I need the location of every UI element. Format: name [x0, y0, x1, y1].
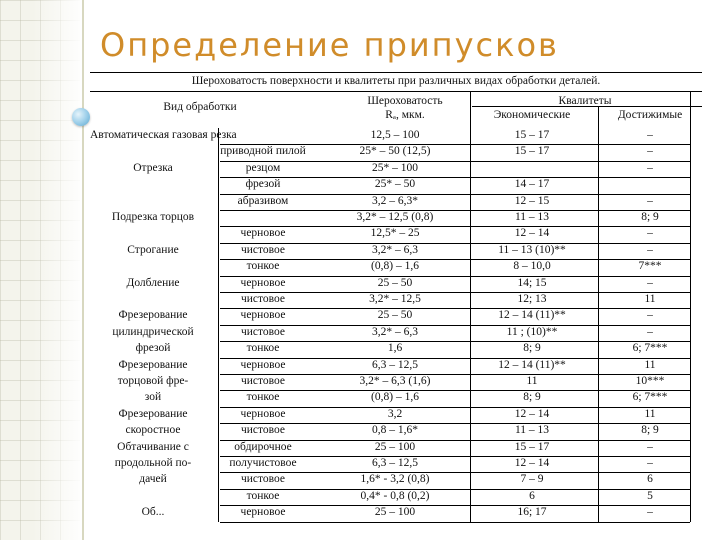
- cell-r: 6,3 – 12,5: [372, 358, 418, 371]
- cell-e: 11 – 13 (10)**: [498, 243, 566, 256]
- table-row: [90, 243, 702, 259]
- table-row: [90, 128, 702, 144]
- cell-r: 3,2 – 6,3*: [372, 194, 418, 207]
- cell-m: Об...: [141, 506, 165, 519]
- cell-r: 12,5 – 100: [370, 129, 420, 141]
- cell-r: 1,6* - 3,2 (0,8): [360, 473, 430, 486]
- cell-d: 10***: [635, 375, 665, 387]
- decorative-divider: [82, 0, 84, 540]
- cell-m: фрезой: [135, 342, 171, 355]
- table-row: [90, 440, 702, 456]
- cell-r: (0,8) – 1,6: [371, 391, 419, 404]
- qualities-rule: [472, 106, 702, 107]
- cell-d: 11: [644, 358, 656, 371]
- table-row: [90, 358, 702, 374]
- decorative-fade: [0, 0, 80, 540]
- cell-m: цилиндрической: [112, 325, 194, 338]
- cell-s: чистовое: [240, 424, 285, 437]
- cell-e: 14; 15: [517, 276, 547, 289]
- qualities-divider: [598, 106, 599, 128]
- cell-e: 11 – 13: [514, 211, 550, 223]
- cell-r: 3,2* – 6,3: [372, 325, 418, 338]
- cell-m: продольной по-: [114, 457, 192, 469]
- table-row: [90, 390, 702, 406]
- cell-s: тонкое: [246, 391, 280, 404]
- cell-d: –: [647, 129, 653, 141]
- column-divider: [598, 128, 599, 522]
- cell-m: Долбление: [126, 276, 180, 289]
- header-qualities: Квалитеты: [558, 95, 612, 107]
- cell-s: черновое: [240, 358, 286, 371]
- cell-d: 8; 9: [641, 424, 659, 437]
- cell-s: абразивом: [237, 194, 289, 207]
- cell-s: приводной пилой: [220, 145, 306, 158]
- header-vid: Вид обработки: [163, 101, 237, 113]
- header-rule: [90, 91, 702, 92]
- cell-s: черновое: [240, 227, 286, 240]
- cell-r: 0,8 – 1,6*: [372, 424, 418, 437]
- cell-r: 3,2* – 6,3: [372, 243, 418, 256]
- cell-d: 6: [647, 473, 653, 486]
- cell-r: 1,6: [387, 342, 403, 355]
- header-economic: Экономические: [493, 109, 571, 121]
- cell-m: Строгание: [127, 243, 179, 256]
- table-row: [90, 226, 702, 242]
- cell-e: 8 – 10,0: [513, 260, 551, 273]
- table-row: [90, 177, 702, 193]
- cell-e: 11: [526, 375, 538, 387]
- cell-m: зой: [144, 391, 162, 404]
- column-divider: [218, 128, 219, 522]
- cell-e: 11 ; (10)**: [506, 325, 558, 338]
- cell-d: –: [647, 440, 653, 453]
- bullet-icon: [72, 108, 90, 126]
- cell-e: 12 – 14: [514, 457, 550, 469]
- table-row: [90, 374, 702, 390]
- table-row: [90, 194, 702, 210]
- cell-r: 25* – 50 (12,5): [359, 145, 431, 158]
- column-divider: [470, 91, 471, 522]
- cell-e: 12 – 14: [514, 227, 550, 240]
- cell-s: чистовое: [240, 293, 285, 305]
- cell-d: 11: [644, 407, 656, 420]
- cell-e: 8; 9: [523, 342, 541, 355]
- cell-r: 3,2* – 6,3 (1,6): [359, 375, 431, 387]
- cell-e: 14 – 17: [514, 178, 550, 191]
- cell-d: –: [647, 457, 653, 469]
- row-rule: [220, 522, 690, 523]
- cell-s: обдирочное: [234, 440, 292, 453]
- cell-s: черновое: [240, 407, 286, 420]
- cell-d: 5: [647, 489, 653, 502]
- cell-d: –: [647, 145, 653, 158]
- cell-m: Отрезка: [133, 161, 173, 174]
- table-row: [90, 259, 702, 275]
- cell-d: 7***: [638, 260, 662, 273]
- cell-s: тонкое: [246, 489, 280, 502]
- cell-e: 6: [529, 489, 535, 502]
- table-row: [90, 489, 702, 505]
- cell-r: 25* – 100: [372, 161, 418, 174]
- cell-d: –: [647, 276, 653, 289]
- cell-r: 25 – 50: [377, 276, 413, 289]
- cell-d: 8; 9: [641, 211, 659, 223]
- cell-s: черновое: [240, 276, 286, 289]
- cell-s: фрезой: [245, 178, 281, 191]
- cell-r: 6,3 – 12,5: [372, 457, 418, 469]
- cell-e: 12 – 15: [514, 194, 550, 207]
- cell-s: чистовое: [240, 325, 285, 338]
- cell-m: Фрезерование: [118, 309, 188, 322]
- table-row: [90, 505, 702, 521]
- table-row: [90, 144, 702, 160]
- cell-e: 8; 9: [523, 391, 541, 404]
- cell-d: –: [647, 194, 653, 207]
- table-row: [90, 325, 702, 341]
- cell-r: 3,2* – 12,5: [369, 293, 421, 305]
- cell-s: тонкое: [246, 260, 280, 273]
- cell-r: 3,2: [387, 407, 403, 420]
- cell-r: 3,2* – 12,5 (0,8): [356, 211, 434, 223]
- table-caption: Шероховатость поверхности и квалитеты при различных видах обработки деталей.: [191, 75, 601, 87]
- cell-e: 16; 17: [517, 506, 547, 519]
- table-row: [90, 292, 702, 308]
- cell-r: 25 – 50: [377, 309, 413, 322]
- cell-d: –: [647, 325, 653, 338]
- cell-m: Подрезка торцов: [111, 211, 195, 223]
- cell-d: 6; 7***: [632, 342, 668, 355]
- cell-r: 25 – 100: [374, 440, 416, 453]
- cell-e: 12 – 14 (11)**: [498, 358, 566, 371]
- cell-m: скоростное: [125, 424, 181, 437]
- table-row: [90, 341, 702, 357]
- cell-s: чистовое: [240, 243, 285, 256]
- cell-e: 11 – 13: [514, 424, 550, 437]
- cell-d: 11: [644, 293, 656, 305]
- cell-r: 0,4* - 0,8 (0,2): [360, 489, 430, 502]
- cell-d: –: [647, 227, 653, 240]
- allowance-table: [90, 72, 702, 533]
- cell-s: черновое: [240, 309, 286, 322]
- cell-s: черновое: [240, 506, 286, 519]
- cell-s: чистовое: [240, 473, 285, 486]
- cell-m: Автоматическая газовая резка: [90, 129, 237, 141]
- cell-r: (0,8) – 1,6: [371, 260, 419, 273]
- cell-r: 25* – 50: [374, 178, 416, 191]
- cell-d: 6; 7***: [632, 391, 668, 404]
- cell-e: 15 – 17: [514, 145, 550, 158]
- header-achievable: Достижимые: [617, 109, 683, 121]
- cell-m: Обтачивание с: [117, 440, 189, 453]
- cell-s: получистовое: [229, 457, 297, 469]
- cell-d: –: [647, 309, 653, 322]
- cell-d: –: [647, 506, 653, 519]
- table-row: [90, 210, 702, 226]
- table-row: [90, 161, 702, 177]
- cell-d: –: [647, 243, 653, 256]
- header-roughness: Шероховатость: [367, 95, 443, 107]
- cell-s: чистовое: [240, 375, 285, 387]
- cell-m: дачей: [139, 473, 167, 486]
- cell-e: 15 – 17: [514, 129, 550, 141]
- cell-e: 15 – 17: [514, 440, 550, 453]
- cell-e: 12 – 14: [514, 407, 550, 420]
- table-row: [90, 276, 702, 292]
- slide-title: Определение припусков: [100, 26, 559, 64]
- cell-s: резцом: [245, 161, 281, 174]
- cell-e: 7 – 9: [520, 473, 544, 486]
- cell-e: 12 – 14 (11)**: [498, 309, 566, 322]
- cell-m: Фрезерование: [118, 358, 188, 371]
- table-row: [90, 472, 702, 488]
- table-row: [90, 423, 702, 439]
- table-row: [90, 308, 702, 324]
- cell-e: 12; 13: [517, 293, 547, 305]
- table-row: [90, 407, 702, 423]
- cell-r: 25 – 100: [374, 506, 416, 519]
- table-row: [90, 456, 702, 472]
- cell-m: торцовой фре-: [117, 375, 189, 387]
- cell-d: –: [647, 161, 653, 174]
- cell-r: 12,5* – 25: [370, 227, 420, 240]
- cell-s: тонкое: [246, 342, 280, 355]
- header-roughness-unit: Rₐ, мкм.: [385, 109, 425, 121]
- cell-m: Фрезерование: [118, 407, 188, 420]
- column-divider: [690, 91, 691, 522]
